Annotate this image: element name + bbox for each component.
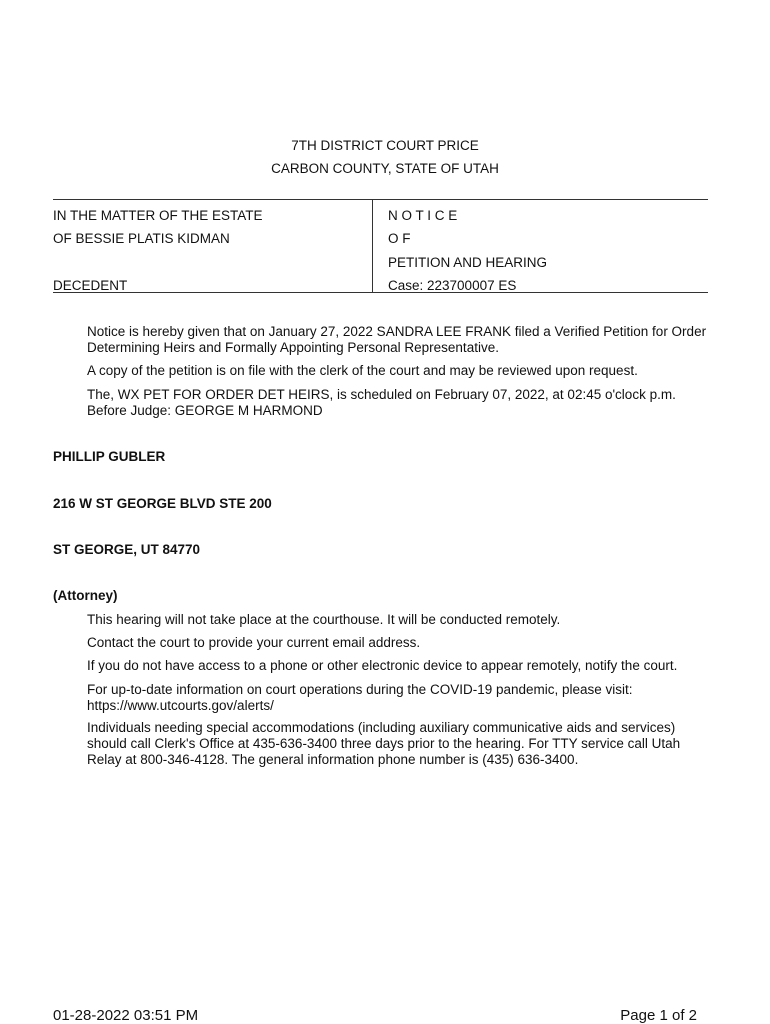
caption-notice-title: N O T I C E	[388, 208, 458, 223]
court-name: 7TH DISTRICT COURT PRICE	[291, 138, 479, 153]
instruction-covid-info: For up-to-date information on court operations during the COVID-19 pandemic, please visit: https://www.utcourts.gov/alerts/	[87, 682, 633, 713]
caption-divider	[372, 199, 373, 293]
caption-estate-line1: IN THE MATTER OF THE ESTATE	[53, 208, 263, 223]
attorney-address-line1: 216 W ST GEORGE BLVD STE 200	[53, 496, 272, 511]
court-county-state: CARBON COUNTY, STATE OF UTAH	[271, 161, 499, 176]
caption-of: O F	[388, 231, 411, 246]
notice-filing-paragraph: Notice is hereby given that on January 27, 2022 SANDRA LEE FRANK filed a Verified Petition for Order Determining Heirs and Formally Appointing Personal Representative.	[87, 324, 707, 355]
caption-top-rule	[53, 199, 708, 200]
notice-schedule-line: The, WX PET FOR ORDER DET HEIRS, is scheduled on February 07, 2022, at 02:45 o'clock p.m.	[87, 387, 676, 402]
caption-estate-line2: OF BESSIE PLATIS KIDMAN	[53, 231, 230, 246]
caption-petition-hearing: PETITION AND HEARING	[388, 255, 548, 270]
instruction-accommodations: Individuals needing special accommodations (including auxiliary communicative aids and services) should call Clerk's Office at 435-636-3400 three days prior to the hearing. For TTY service call Utah Relay at 800-346-4128. The general information phone number is (435) 636-3400.	[87, 720, 681, 767]
attorney-address-line2: ST GEORGE, UT 84770	[53, 542, 201, 557]
caption-bottom-rule	[53, 292, 708, 293]
instruction-email: Contact the court to provide your current email address.	[87, 635, 421, 650]
instruction-device: If you do not have access to a phone or other electronic device to appear remotely, notify the court.	[87, 658, 678, 673]
attorney-name: PHILLIP GUBLER	[53, 449, 166, 464]
footer-timestamp: 01-28-2022 03:51 PM	[53, 1007, 199, 1024]
notice-judge-line: Before Judge: GEORGE M HARMOND	[87, 403, 323, 418]
caption-decedent: DECEDENT	[53, 278, 128, 293]
case-number: Case: 223700007 ES	[388, 278, 517, 293]
notice-copy-paragraph: A copy of the petition is on file with the clerk of the court and may be reviewed upon request.	[87, 363, 638, 378]
instruction-remote: This hearing will not take place at the courthouse. It will be conducted remotely.	[87, 612, 561, 627]
footer-page-number: Page 1 of 2	[620, 1007, 697, 1024]
attorney-label: (Attorney)	[53, 588, 118, 603]
